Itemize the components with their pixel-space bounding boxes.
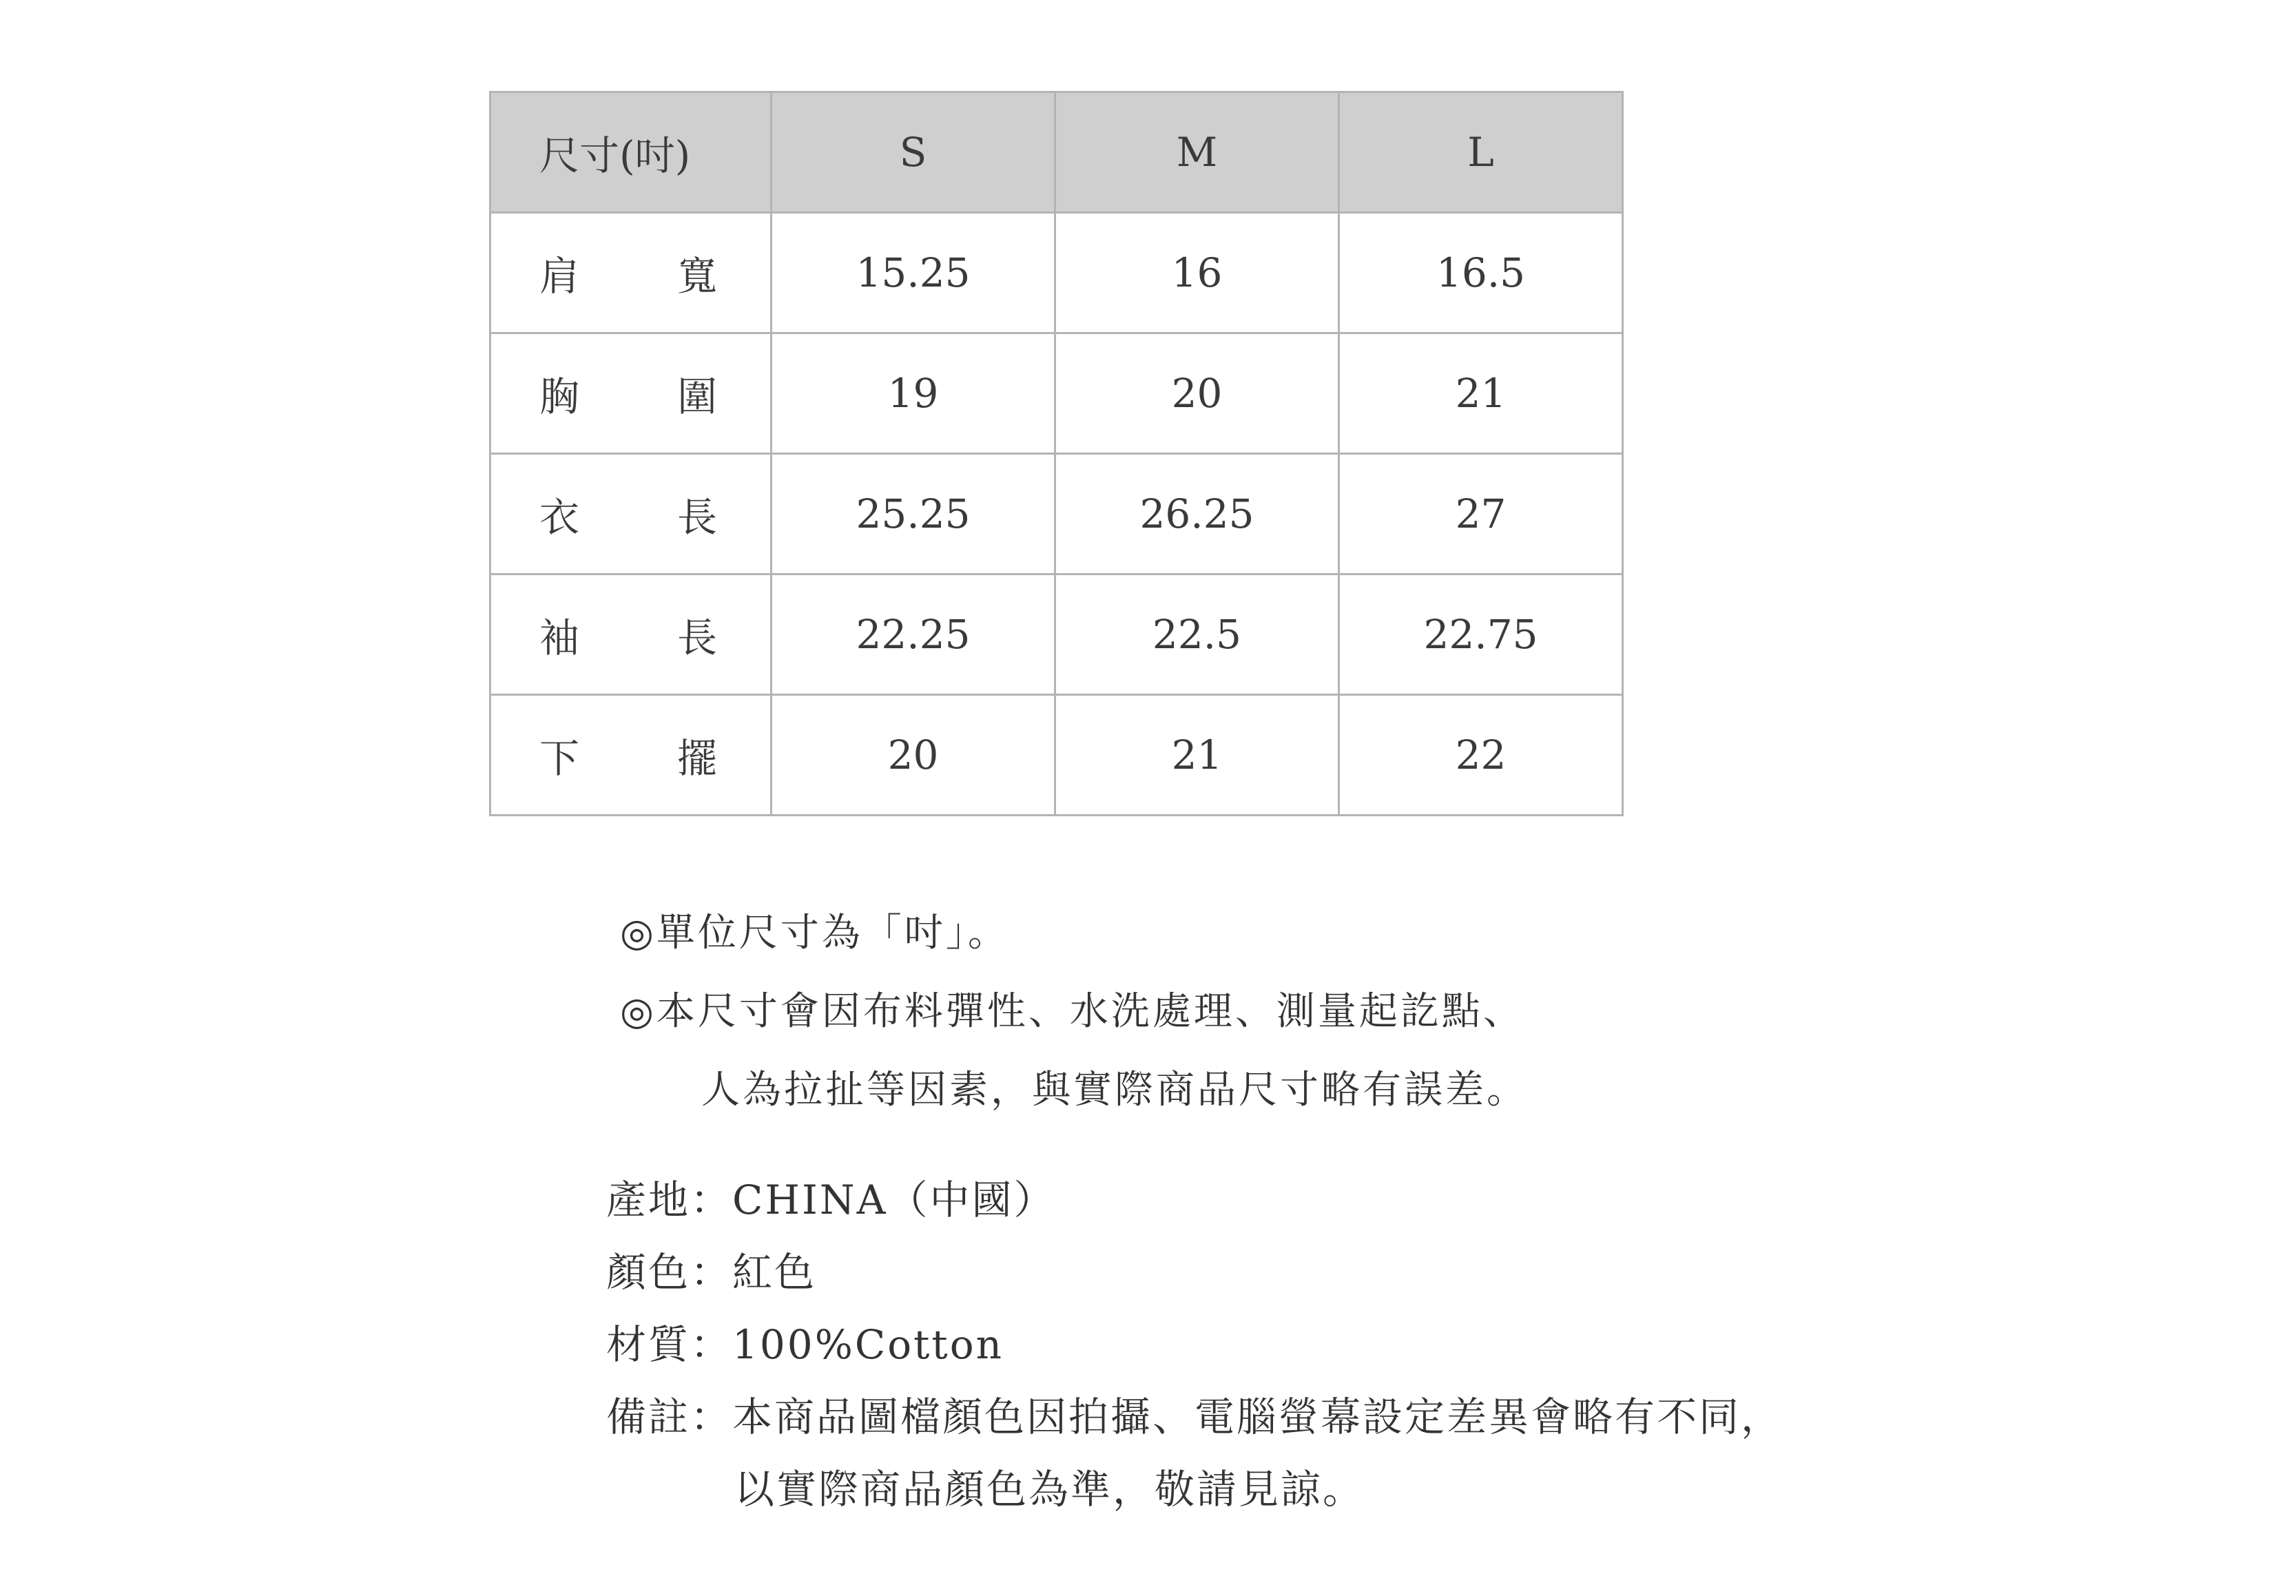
table-cell: 27 [1339, 454, 1623, 574]
header-row [490, 92, 1623, 213]
table-cell: 20 [1055, 333, 1339, 454]
material-text: 材質：100%Cotton [606, 1321, 1004, 1368]
table-cell: 21 [1339, 333, 1623, 454]
unit-note: ◎單位尺寸為「吋」。 [620, 911, 1009, 955]
table-cell: 21 [1055, 695, 1339, 816]
origin-text: 產地：CHINA（中國） [606, 1177, 1056, 1223]
table-cell: 16.5 [1339, 213, 1623, 333]
header-size-l: L [1339, 92, 1623, 213]
table-cell: 22.75 [1339, 574, 1623, 695]
row-label-hem [490, 695, 772, 816]
table-row [490, 574, 1623, 695]
row-label-chest [490, 333, 772, 454]
row-label-char: 長 [677, 494, 718, 541]
row-label-char: 胸 [539, 373, 580, 420]
table-cell: 19 [772, 333, 1055, 454]
row-label-char: 衣 [539, 494, 580, 541]
variance-note-continued: 人為拉扯等因素，與實際商品尺寸略有誤差。 [701, 1068, 1528, 1112]
header-size-unit: 尺寸(吋) [490, 92, 772, 213]
table-cell: 22 [1339, 695, 1623, 816]
row-label-char: 擺 [677, 735, 718, 782]
row-label-char: 下 [539, 735, 580, 782]
table-cell: 26.25 [1055, 454, 1339, 574]
table-cell: 20 [772, 695, 1055, 816]
row-label-char: 肩 [539, 253, 580, 300]
header-size-m: M [1055, 92, 1339, 213]
table-row [490, 454, 1623, 574]
row-label-length [490, 454, 772, 574]
table-row [490, 213, 1623, 333]
remark-text-continued: 以實際商品顏色為準，敬請見諒。 [734, 1466, 1365, 1513]
table-cell: 15.25 [772, 213, 1055, 333]
row-label-char: 長 [677, 614, 718, 661]
table-cell: 22.5 [1055, 574, 1339, 695]
row-label-sleeve [490, 574, 772, 695]
table-cell: 22.25 [772, 574, 1055, 695]
row-label-char: 袖 [539, 614, 580, 661]
size-chart-body [490, 213, 1623, 816]
table-row [490, 333, 1623, 454]
table-cell: 25.25 [772, 454, 1055, 574]
size-notes [620, 894, 1528, 1130]
row-label-char: 寬 [677, 253, 718, 300]
header-size-s: S [772, 92, 1055, 213]
color-text: 顏色：紅色 [606, 1249, 817, 1296]
size-chart-table [489, 91, 1624, 816]
size-chart-header [490, 92, 1623, 213]
row-label-shoulder [490, 213, 772, 333]
table-row [490, 695, 1623, 816]
variance-note: ◎本尺寸會因布料彈性、水洗處理、測量起訖點、 [620, 989, 1524, 1034]
remark-text: 備註：本商品圖檔顏色因拍攝、電腦螢幕設定差異會略有不同， [606, 1393, 1783, 1440]
row-label-char: 圍 [677, 373, 718, 420]
product-info [606, 1164, 1783, 1526]
table-cell: 16 [1055, 213, 1339, 333]
